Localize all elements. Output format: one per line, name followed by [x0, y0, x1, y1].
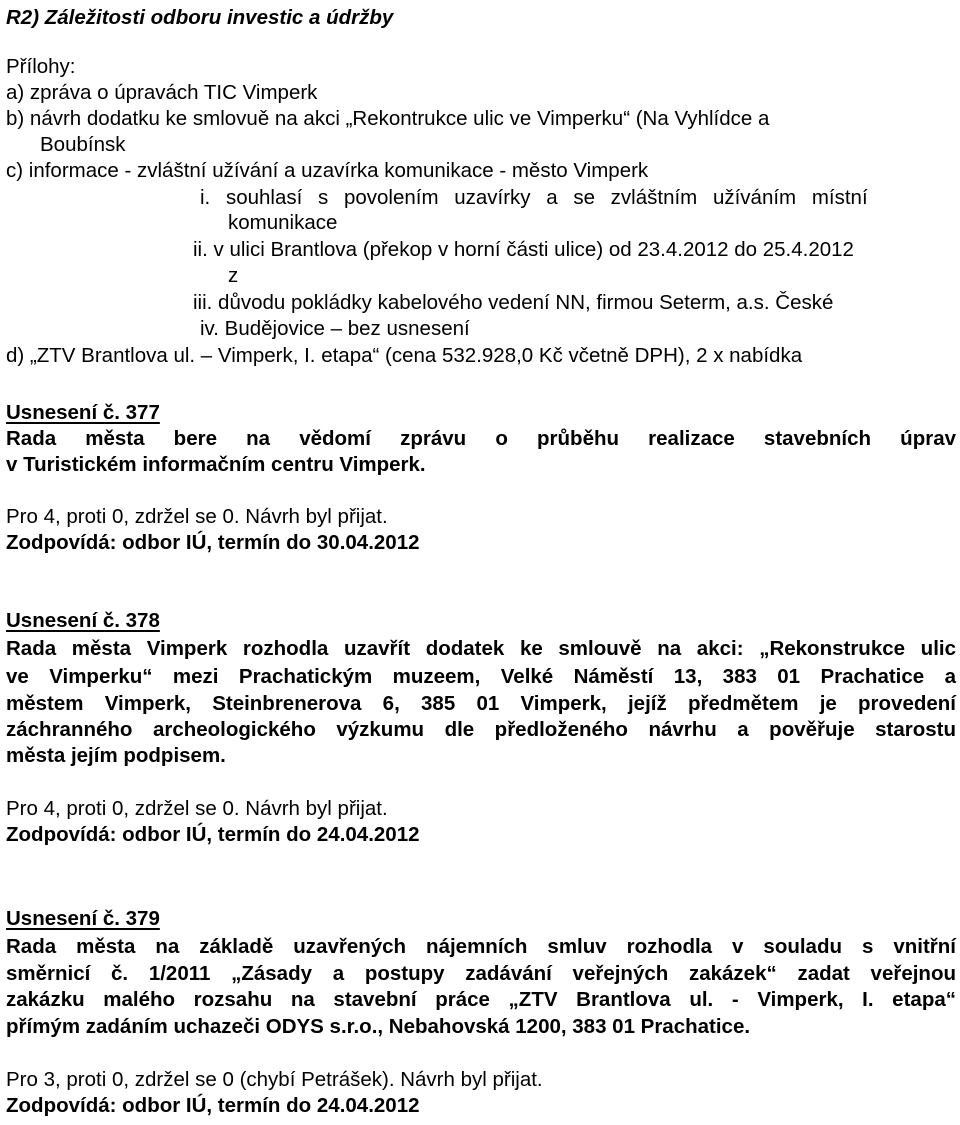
resolution-379-text-line: směrnicí č. 1/2011 „Zásady a postupy zadávání veřejných zakázek“ zadat veřejnou	[6, 962, 956, 985]
resolution-377-vote: Pro 4, proti 0, zdržel se 0. Návrh byl přijat.	[6, 505, 388, 528]
attachment-a: a) zpráva o úpravách TIC Vimperk	[6, 81, 318, 104]
resolution-378-vote: Pro 4, proti 0, zdržel se 0. Návrh byl přijat.	[6, 797, 388, 820]
resolution-378-text-line: městem Vimperk, Steinbrenerova 6, 385 01 Vimperk, jejíž předmětem je provedení	[6, 692, 956, 715]
attachments-label: Přílohy:	[6, 55, 76, 78]
resolution-377-heading: Usnesení č. 377	[6, 401, 160, 424]
attachment-c-item-ii-continuation: z	[228, 264, 239, 287]
section-title: R2) Záležitosti odboru investic a údržby	[6, 6, 394, 29]
attachment-c-item-ii: ii. v ulici Brantlova (překop v horní části ulice) od 23.4.2012 do 25.4.2012	[193, 238, 854, 261]
attachment-d: d) „ZTV Brantlova ul. – Vimperk, I. etapa“ (cena 532.928,0 Kč včetně DPH), 2 x nabídka	[6, 344, 803, 367]
resolution-379-text-line: Rada města na základě uzavřených nájemních smluv rozhodla v souladu s vnitřní	[6, 935, 956, 958]
attachment-b-continuation: Boubínsk	[40, 133, 126, 156]
attachment-c: c) informace - zvláštní užívání a uzavírka komunikace - město Vimperk	[6, 159, 649, 182]
resolution-379-heading: Usnesení č. 379	[6, 907, 160, 930]
resolution-378-text-line: záchranného archeologického výzkumu dle předloženého návrhu a pověřuje starostu	[6, 718, 956, 741]
attachment-c-item-i: i. souhlasí s povolením uzavírky a se zvláštním užíváním místní	[200, 186, 868, 209]
resolution-379-responsible: Zodpovídá: odbor IÚ, termín do 24.04.2012	[6, 1094, 420, 1117]
resolution-379-text-line: zakázku malého rozsahu na stavební práce „ZTV Brantlova ul. - Vimperk, I. etapa“	[6, 988, 956, 1011]
resolution-379-text-line: přímým zadáním uchazeči ODYS s.r.o., Nebahovská 1200, 383 01 Prachatice.	[6, 1015, 751, 1038]
resolution-378-responsible: Zodpovídá: odbor IÚ, termín do 24.04.2012	[6, 823, 420, 846]
resolution-378-heading: Usnesení č. 378	[6, 609, 160, 632]
attachment-c-item-iii: iii. důvodu pokládky kabelového vedení NN, firmou Seterm, a.s. České	[193, 291, 834, 314]
resolution-377-responsible: Zodpovídá: odbor IÚ, termín do 30.04.2012	[6, 531, 420, 554]
resolution-378-text-line: ve Vimperku“ mezi Prachatickým muzeem, Velké Náměstí 13, 383 01 Prachatice a	[6, 665, 956, 688]
resolution-378-text-line: Rada města Vimperk rozhodla uzavřít dodatek ke smlouvě na akci: „Rekonstrukce ulic	[6, 637, 956, 660]
resolution-377-text-line: v Turistickém informačním centru Vimperk.	[6, 453, 426, 476]
resolution-379-vote: Pro 3, proti 0, zdržel se 0 (chybí Petrášek). Návrh byl přijat.	[6, 1068, 543, 1091]
resolution-377-text-line: Rada města bere na vědomí zprávu o průběhu realizace stavebních úprav	[6, 427, 956, 450]
attachment-c-item-i-continuation: komunikace	[228, 211, 338, 234]
attachment-b: b) návrh dodatku ke smlovuě na akci „Rekontrukce ulic ve Vimperku“ (Na Vyhlídce a	[6, 107, 770, 130]
attachment-c-item-iv: iv. Budějovice – bez usnesení	[200, 317, 470, 340]
resolution-378-text-line: města jejím podpisem.	[6, 744, 226, 767]
